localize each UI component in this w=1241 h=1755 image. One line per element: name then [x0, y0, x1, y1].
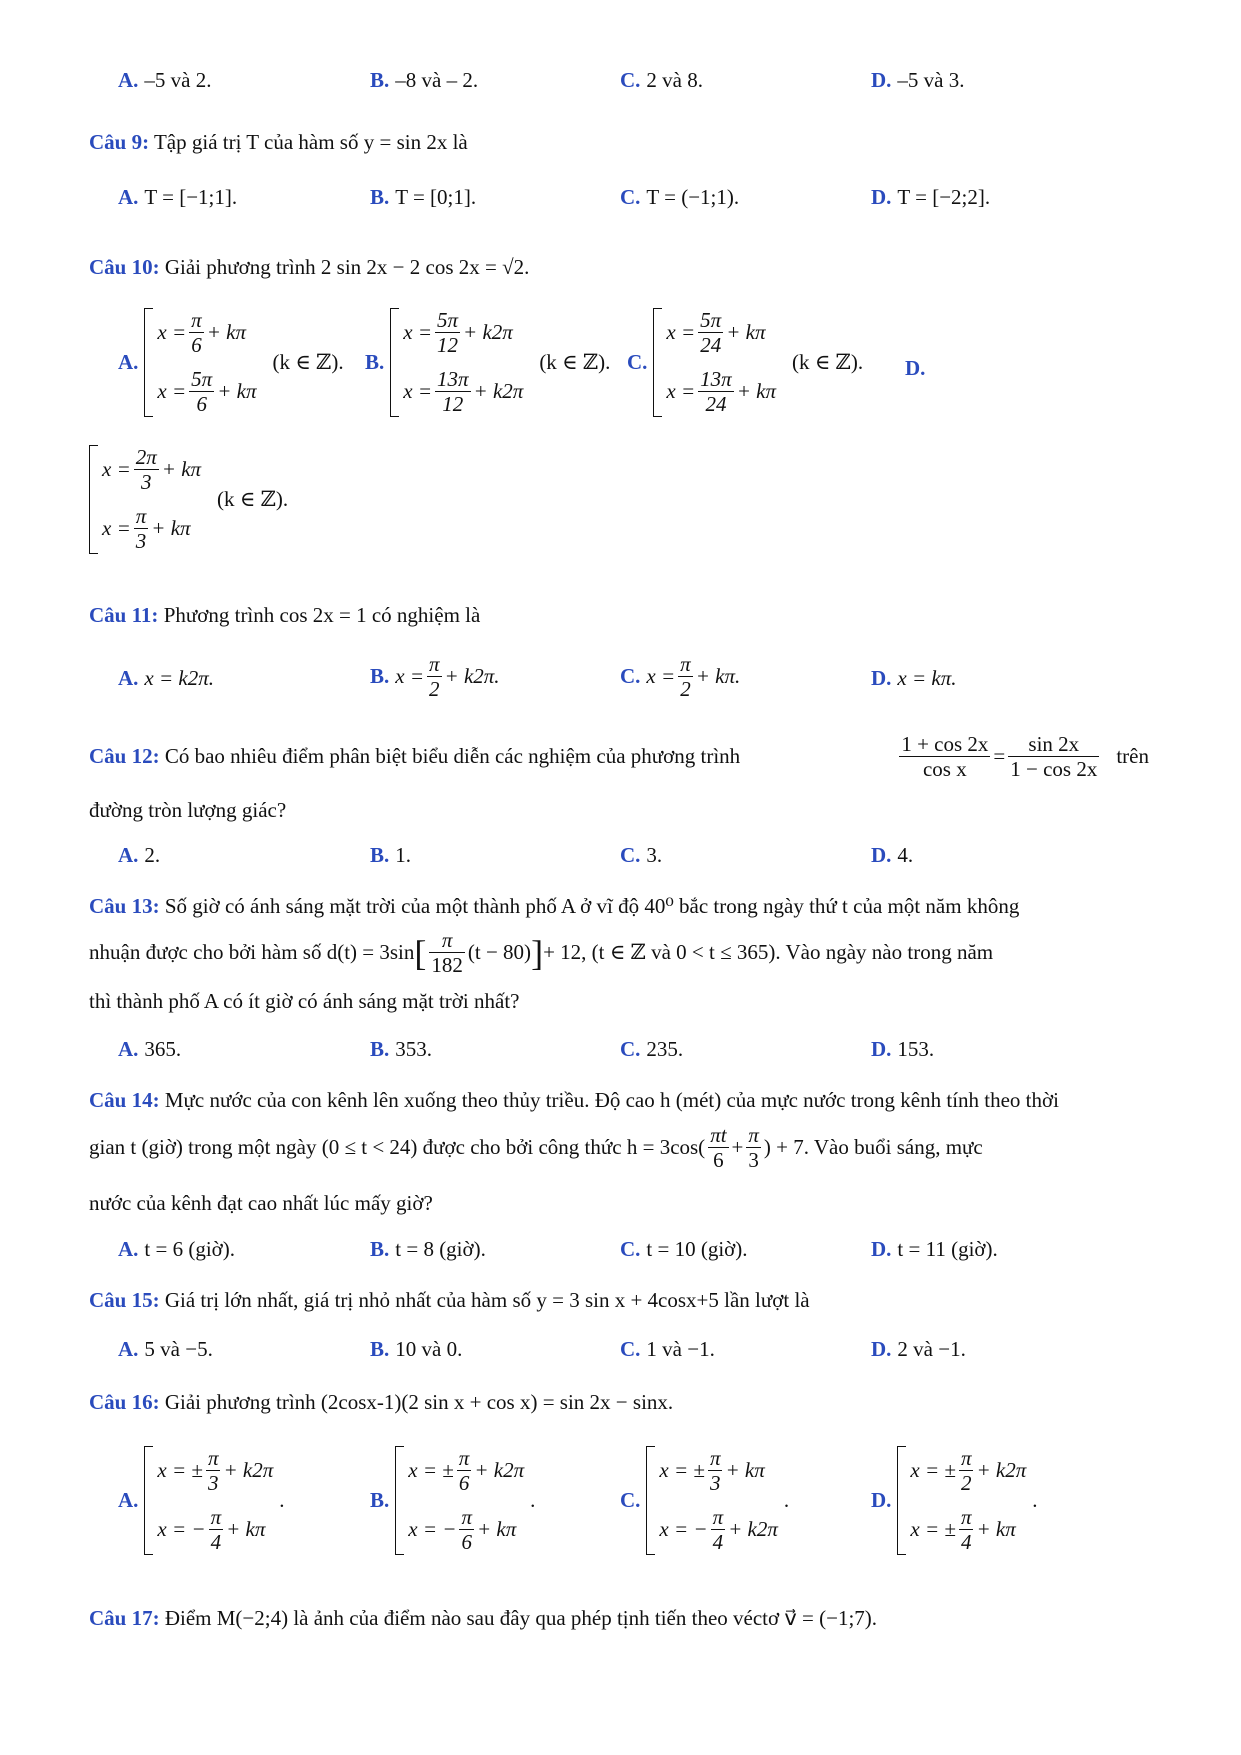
eq-rhs: + k2π [473, 379, 524, 404]
q12-option-b[interactable] [370, 843, 411, 868]
q10-label: Câu 10: [89, 255, 160, 279]
fraction [134, 504, 149, 553]
q15-option-c[interactable] [620, 1337, 715, 1362]
option-label: D. [871, 1337, 892, 1361]
period: . [1032, 1487, 1038, 1512]
bracket [653, 308, 662, 417]
eq-rhs: + kπ [725, 1458, 765, 1483]
eq-rhs: + k2π [223, 1458, 274, 1483]
denominator: 1 − cos 2x [1010, 757, 1098, 782]
fraction [708, 1123, 728, 1172]
bracket [897, 1446, 906, 1555]
q10-text: Giải phương trình 2 sin 2x − 2 cos 2x = √2. [164, 255, 530, 279]
bracket [390, 308, 399, 417]
bracket [395, 1446, 404, 1555]
fraction [189, 367, 214, 416]
fraction [899, 732, 990, 781]
condition: (k ∈ ℤ). [217, 486, 289, 511]
numerator: 5π [700, 308, 722, 332]
option-text: 3. [646, 843, 663, 867]
period: . [279, 1487, 285, 1512]
numerator: π [748, 1123, 759, 1147]
left-bracket: [ [414, 932, 427, 973]
q9-stem [89, 128, 1149, 157]
q9-option-a[interactable] [118, 185, 237, 210]
q11-option-d[interactable] [871, 666, 957, 691]
denominator: 3 [709, 1471, 721, 1496]
option-label: C. [620, 185, 641, 209]
q10-option-c[interactable] [627, 308, 863, 417]
condition: (k ∈ ℤ). [272, 349, 344, 374]
denominator: 4 [712, 1530, 724, 1555]
option-label: A. [118, 1337, 139, 1361]
option-text: 1. [395, 843, 412, 867]
q14-stem [89, 1086, 1149, 1115]
eq-rhs: + k2π [728, 1517, 778, 1542]
numerator: π [709, 1446, 721, 1470]
q12-label: Câu 12: [89, 743, 160, 768]
q13-formula-mid: (t − 80) [467, 939, 532, 964]
option-label: A. [118, 68, 139, 92]
q12-stem-line2: đường tròn lượng giác? [89, 798, 287, 822]
option-label: B. [370, 1487, 390, 1512]
option-text: 10 và 0. [395, 1337, 463, 1361]
eq-lhs: x = [157, 379, 187, 404]
denominator: 24 [705, 392, 727, 417]
option-text: T = [0;1]. [395, 185, 477, 209]
numerator: πt [710, 1123, 727, 1147]
option-text: 2. [144, 843, 161, 867]
q12-options [0, 843, 1241, 883]
denominator: cos x [922, 757, 967, 782]
option-text: 4. [897, 843, 914, 867]
fraction [189, 308, 204, 357]
numerator: sin 2x [1008, 732, 1099, 757]
eq-rhs: + kπ [226, 1517, 266, 1542]
numerator: π [461, 1505, 472, 1530]
option-text: 1 và −1. [646, 1337, 715, 1361]
option-text: 153. [897, 1037, 935, 1061]
option-label: D. [871, 1487, 892, 1512]
numerator: 1 + cos 2x [901, 732, 989, 756]
q16-option-d[interactable] [871, 1446, 1038, 1555]
q11-options [0, 652, 1241, 712]
q14-option-b[interactable] [370, 1237, 486, 1262]
option-label: C. [620, 664, 641, 689]
eq-rhs: + k2π [976, 1458, 1027, 1483]
fraction [209, 1505, 224, 1554]
eq-rhs: + k2π [474, 1458, 525, 1483]
q14-option-c[interactable] [620, 1237, 748, 1262]
fraction [1008, 732, 1099, 781]
q12-equation [896, 732, 1149, 781]
eq-rhs: + kπ [217, 379, 257, 404]
q15-option-b[interactable] [370, 1337, 462, 1362]
fraction [698, 308, 723, 357]
option-text: t = 10 (giờ). [646, 1237, 748, 1261]
fraction [429, 928, 465, 977]
eq-lhs: x = [403, 379, 433, 404]
q11-text: Phương trình cos 2x = 1 có nghiệm là [163, 603, 481, 627]
q16-option-b[interactable] [370, 1446, 535, 1555]
denominator: 6 [713, 1148, 724, 1173]
option-text: 5 và −5. [144, 1337, 213, 1361]
eq-lhs: x = [403, 320, 433, 345]
option-text: T = [−1;1]. [144, 185, 238, 209]
bracket [144, 308, 153, 417]
q12-text: Có bao nhiêu điểm phân biệt biểu diễn các nghiệm của phương trình [164, 743, 741, 768]
q14-option-a[interactable] [118, 1237, 235, 1262]
bracket [144, 1446, 153, 1555]
option-label: C. [620, 1487, 641, 1512]
fraction [206, 1446, 221, 1495]
option-text: 2 và −1. [897, 1337, 966, 1361]
denominator: 6 [191, 333, 202, 358]
q10-stem [89, 253, 1149, 282]
q11-option-a[interactable] [118, 666, 214, 691]
q14-formula-line [89, 1123, 1149, 1172]
q12-option-c[interactable] [620, 843, 662, 868]
option-text: t = 6 (giờ). [144, 1237, 236, 1261]
q17-stem [89, 1604, 1149, 1633]
denominator: 3 [135, 529, 147, 554]
option-label: D. [871, 666, 892, 690]
q13-label: Câu 13: [89, 894, 160, 918]
eq-lhs: x = [395, 664, 425, 689]
numerator: π [210, 1505, 222, 1530]
q17-text: Điểm M(−2;4) là ảnh của điểm nào sau đây qua phép tịnh tiến theo véctơ v⃗ = (−1;7). [164, 1606, 878, 1630]
fraction [698, 367, 734, 416]
q13-text: Số giờ có ánh sáng mặt trời của một thành phố A ở vĩ độ 40⁰ bắc trong ngày thứ t của một năm không [164, 894, 1020, 918]
numerator: 13π [700, 367, 732, 392]
q9-option-c[interactable] [620, 185, 739, 210]
eq-lhs: x = [666, 379, 696, 404]
q8-options [0, 68, 1241, 108]
fraction [746, 1123, 761, 1172]
eq-lhs: x = − [659, 1517, 708, 1542]
q15-option-a[interactable] [118, 1337, 213, 1362]
q14-options [0, 1237, 1241, 1277]
q15-options [0, 1337, 1241, 1377]
q16-label: Câu 16: [89, 1390, 160, 1414]
fraction [457, 1446, 472, 1495]
q9-option-d[interactable] [871, 185, 990, 210]
denominator: 6 [458, 1471, 470, 1496]
option-label: B. [370, 68, 390, 92]
q8-option-a[interactable] [118, 68, 212, 93]
eq-rhs: + kπ [726, 320, 766, 345]
equals-sign: = [993, 743, 1006, 768]
numerator: 13π [437, 367, 469, 392]
numerator: π [458, 1446, 470, 1470]
q13-option-b[interactable] [370, 1037, 432, 1062]
option-label: B. [370, 1037, 390, 1061]
numerator: 5π [191, 367, 213, 392]
option-text: t = 8 (giờ). [395, 1237, 486, 1261]
option-text: T = (−1;1). [646, 185, 740, 209]
q11-option-c[interactable] [620, 652, 740, 701]
q8-option-c[interactable] [620, 68, 703, 93]
q14-label: Câu 14: [89, 1088, 160, 1112]
q12-option-d[interactable] [871, 843, 913, 868]
q14-stem-line3: nước của kênh đạt cao nhất lúc mấy giờ? [89, 1191, 433, 1215]
q13-option-c[interactable] [620, 1037, 683, 1062]
numerator: π [960, 1505, 972, 1530]
denominator: 12 [442, 392, 464, 417]
option-label: A. [118, 1237, 139, 1261]
eq-lhs: x = − [157, 1517, 206, 1542]
option-label: C. [620, 1337, 641, 1361]
option-label: C. [620, 843, 641, 867]
option-label: D. [871, 68, 892, 92]
q16-option-a[interactable] [118, 1446, 285, 1555]
numerator: 5π [437, 308, 459, 332]
eq-lhs: x = [102, 516, 131, 541]
period: . [530, 1487, 536, 1512]
q13-formula-pre: nhuận được cho bởi hàm số d(t) = 3sin [89, 939, 415, 964]
numerator: π [429, 928, 465, 953]
option-label: B. [365, 349, 385, 374]
fraction [959, 1446, 974, 1495]
eq-rhs: + kπ [976, 1517, 1016, 1542]
q15-label: Câu 15: [89, 1288, 160, 1312]
option-text: –8 và – 2. [395, 68, 479, 92]
q14-formula-pre: gian t (giờ) trong một ngày (0 ≤ t < 24) được cho bởi công thức h = 3cos( [89, 1134, 706, 1159]
q8-option-b[interactable] [370, 68, 478, 93]
q13-stem [89, 892, 1149, 921]
q10-option-a[interactable] [118, 308, 344, 417]
eq-rhs: + kπ [736, 379, 776, 404]
numerator: π [960, 1446, 972, 1470]
fraction [435, 367, 471, 416]
eq-lhs: x = [646, 664, 676, 689]
option-label: C. [620, 1037, 641, 1061]
q12-stem [89, 732, 1149, 781]
option-label: D. [871, 1237, 892, 1261]
numerator: π [680, 652, 691, 676]
eq-lhs: x = [102, 457, 131, 482]
option-label: C. [620, 1237, 641, 1261]
q9-label: Câu 9: [89, 130, 150, 154]
q10-option-d[interactable] [89, 445, 288, 554]
eq-lhs: x = [157, 320, 187, 345]
q13-formula-post: + 12, (t ∈ ℤ và 0 < t ≤ 365). Vào ngày nào trong năm [543, 939, 994, 964]
eq-lhs: x = ± [659, 1458, 705, 1483]
plus-sign: + [731, 1134, 744, 1159]
fraction [435, 308, 460, 357]
option-label: B. [370, 664, 390, 689]
option-text: T = [−2;2]. [897, 185, 991, 209]
q9-text: Tập giá trị T của hàm số y = sin 2x là [153, 130, 468, 154]
denominator: 2 [680, 677, 691, 702]
q13-options [0, 1037, 1241, 1077]
option-label: A. [118, 1487, 139, 1512]
q13-option-d[interactable] [871, 1037, 934, 1062]
option-label: B. [370, 1337, 390, 1361]
eq-rhs: + kπ [476, 1517, 517, 1542]
q10-option-d-label[interactable] [905, 356, 931, 381]
eq-rhs: + kπ [161, 457, 202, 482]
option-label: B. [370, 185, 390, 209]
q10-option-b[interactable] [365, 308, 610, 417]
numerator: π [712, 1505, 724, 1530]
right-bracket: ] [531, 932, 544, 973]
fraction [959, 1505, 974, 1554]
numerator: π [191, 308, 202, 332]
option-text: 235. [646, 1037, 684, 1061]
option-label: C. [627, 349, 648, 374]
q16-stem [89, 1388, 1149, 1417]
denominator: 2 [429, 677, 440, 702]
q15-text: Giá trị lớn nhất, giá trị nhỏ nhất của hàm số y = 3 sin x + 4cosx+5 lần lượt là [164, 1288, 810, 1312]
fraction [427, 652, 442, 701]
option-label: A. [118, 666, 139, 690]
fraction [708, 1446, 723, 1495]
q11-option-b[interactable] [370, 652, 500, 701]
q16-text: Giải phương trình (2cosx-1)(2 sin x + cos x) = sin 2x − sinx. [159, 1390, 674, 1414]
denominator: 2 [960, 1471, 972, 1496]
option-label: D. [871, 185, 892, 209]
condition: (k ∈ ℤ). [791, 349, 864, 374]
q13-formula-line [89, 928, 1149, 977]
eq-rhs: + kπ. [695, 664, 741, 689]
option-text: –5 và 3. [897, 68, 965, 92]
condition: (k ∈ ℤ). [539, 349, 611, 374]
option-label: A. [118, 1037, 139, 1061]
q13-option-a[interactable] [118, 1037, 181, 1062]
q8-option-d[interactable] [871, 68, 965, 93]
option-text: –5 và 2. [144, 68, 212, 92]
fraction [711, 1505, 726, 1554]
q12-tail: trên [1116, 743, 1149, 768]
numerator: π [429, 652, 440, 676]
q13-stem-line3: thì thành phố A có ít giờ có ánh sáng mặt trời nhất? [89, 989, 520, 1013]
option-label: A. [118, 349, 139, 374]
option-label: C. [620, 68, 641, 92]
option-text: 2 và 8. [646, 68, 703, 92]
eq-lhs: x = ± [910, 1458, 956, 1483]
q17-label: Câu 17: [89, 1606, 160, 1630]
option-label: B. [370, 843, 390, 867]
q9-options [0, 185, 1241, 225]
option-text: t = 11 (giờ). [897, 1237, 998, 1261]
q14-formula-post: ) + 7. Vào buổi sáng, mực [763, 1134, 983, 1159]
option-label: A. [118, 185, 139, 209]
q12-option-a[interactable] [118, 843, 160, 868]
q15-stem [89, 1286, 1149, 1315]
fraction [134, 445, 159, 494]
q14-option-d[interactable] [871, 1237, 998, 1262]
eq-lhs: x = [666, 320, 696, 345]
q16-option-c[interactable] [620, 1446, 789, 1555]
denominator: 3 [207, 1471, 219, 1496]
eq-lhs: x = − [408, 1517, 457, 1542]
option-label: D. [871, 843, 892, 867]
denominator: 12 [437, 333, 459, 358]
option-label: B. [370, 1237, 390, 1261]
denominator: 4 [210, 1530, 222, 1555]
eq-lhs: x = ± [157, 1458, 203, 1483]
eq-rhs: + kπ [206, 320, 246, 345]
q14-text: Mực nước của con kênh lên xuống theo thủy triều. Độ cao h (mét) của mực nước trong kênh tính theo thời [164, 1088, 1059, 1112]
denominator: 4 [960, 1530, 972, 1555]
option-text: 365. [144, 1037, 182, 1061]
option-text: x = k2π. [144, 666, 215, 690]
numerator: π [135, 504, 147, 529]
denominator: 24 [700, 333, 722, 358]
bracket [89, 445, 98, 554]
eq-rhs: + kπ [151, 516, 191, 541]
denominator: 3 [141, 470, 152, 495]
denominator: 182 [431, 953, 463, 978]
option-label: D. [871, 1037, 892, 1061]
denominator: 3 [748, 1148, 759, 1173]
eq-rhs: + k2π. [444, 664, 500, 689]
eq-lhs: x = ± [910, 1517, 956, 1542]
fraction [459, 1505, 474, 1554]
bracket [646, 1446, 655, 1555]
q15-option-d[interactable] [871, 1337, 966, 1362]
numerator: 2π [135, 445, 157, 469]
eq-lhs: x = ± [408, 1458, 454, 1483]
q11-label: Câu 11: [89, 603, 159, 627]
option-text: x = kπ. [897, 666, 957, 690]
option-label: A. [118, 843, 139, 867]
fraction [678, 652, 693, 701]
option-text: 353. [395, 1037, 433, 1061]
option-label: D. [905, 356, 926, 380]
period: . [783, 1487, 790, 1512]
denominator: 6 [196, 392, 207, 417]
eq-rhs: + k2π [463, 320, 513, 345]
numerator: π [207, 1446, 219, 1470]
denominator: 6 [461, 1530, 472, 1555]
q9-option-b[interactable] [370, 185, 476, 210]
q11-stem [89, 601, 1149, 630]
